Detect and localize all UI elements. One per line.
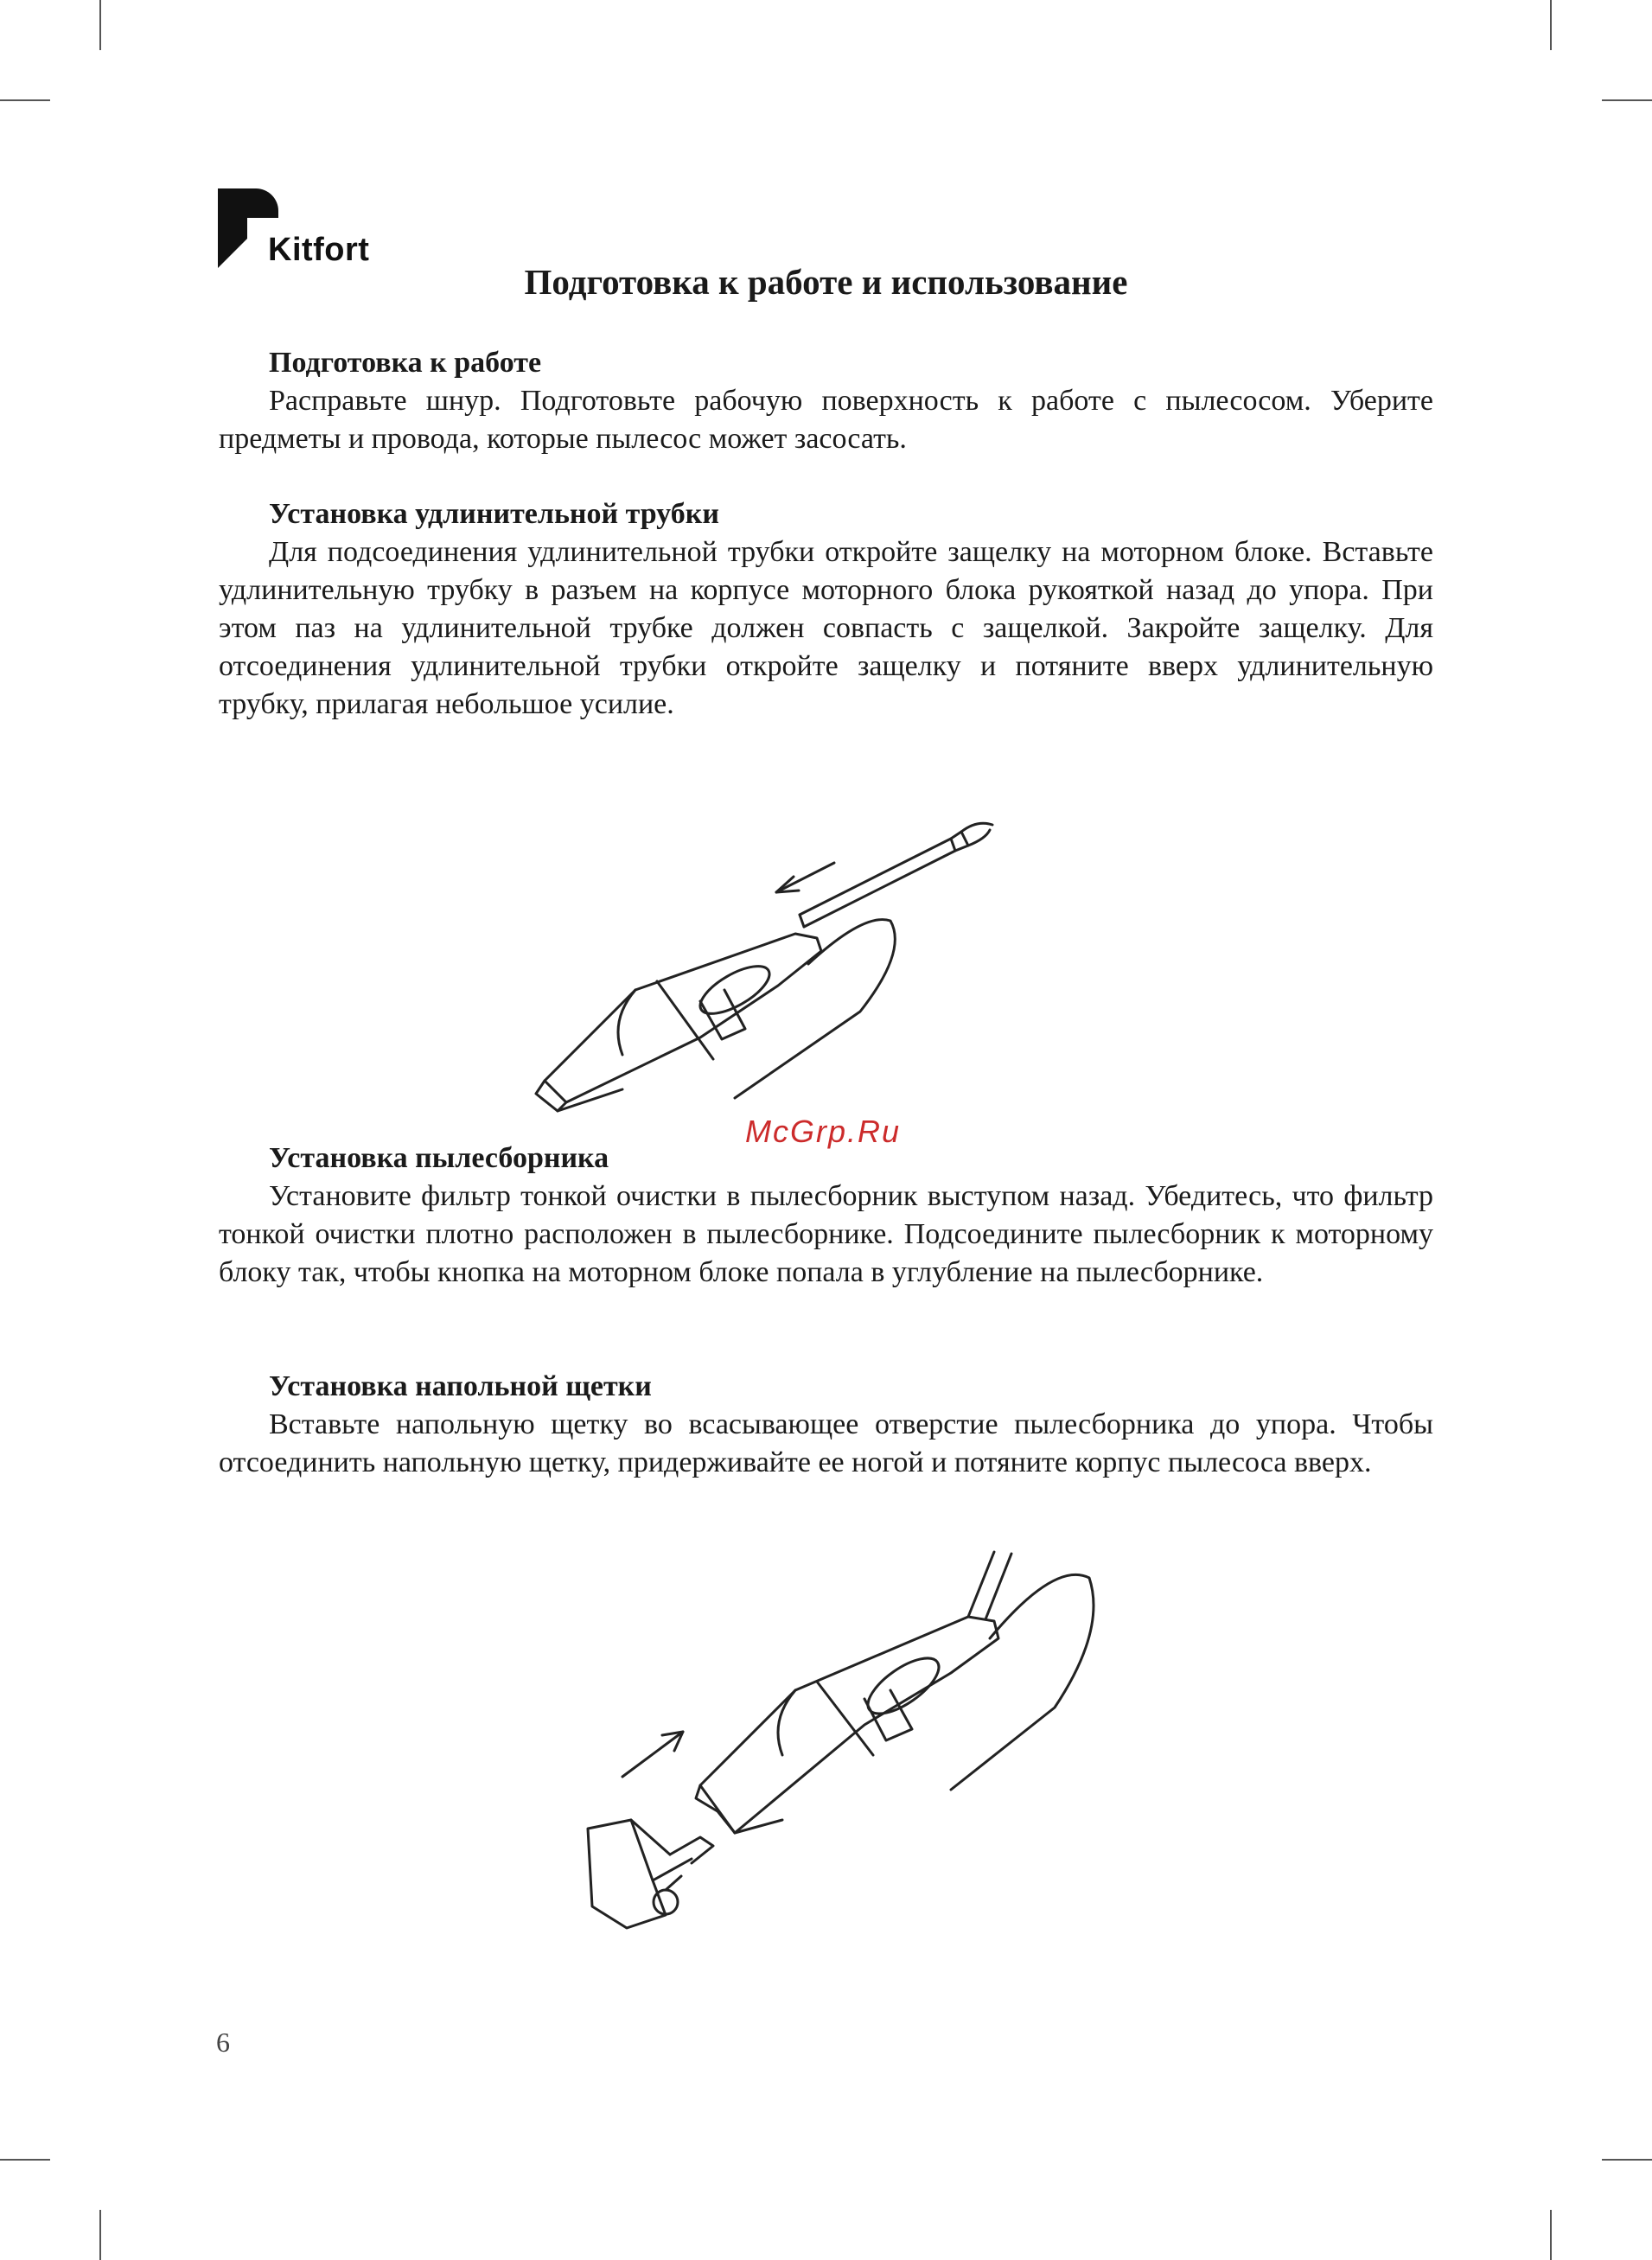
tube-installation-illustration [519, 813, 1020, 1133]
section-text: Расправьте шнур. Подготовьте рабочую поверхность к работе с пылесосом. Уберите предметы и провода, которые пылесос может засосать. [219, 385, 1433, 455]
page-number: 6 [216, 2027, 230, 2058]
floor-brush-installation-illustration [571, 1535, 1124, 1967]
crop-mark [1602, 2159, 1652, 2161]
page-title: Подготовка к работе и использование [524, 262, 1128, 302]
section-text: Установите фильтр тонкой очистки в пылесборник выступом назад. Убедитесь, что фильтр тонкой очистки плотно расположен в пылесборнике. Подсоедините пылесборник к моторному блоку так, чтобы кнопка на моторном блоке попала в углубление на пылесборнике. [219, 1180, 1433, 1288]
section-heading: Установка удлинительной трубки [269, 498, 719, 530]
crop-mark [0, 2159, 50, 2161]
section-heading: Подготовка к работе [269, 347, 542, 379]
crop-mark [99, 0, 101, 50]
crop-mark [0, 99, 50, 101]
section-heading: Установка напольной щетки [269, 1370, 652, 1402]
section-extension-tube [219, 495, 1433, 724]
section-heading: Установка пылесборника [269, 1142, 609, 1174]
crop-mark [1550, 2210, 1552, 2260]
crop-mark [1602, 99, 1652, 101]
crop-mark [99, 2210, 101, 2260]
section-floor-brush [219, 1368, 1433, 1482]
section-text: Вставьте напольную щетку во всасывающее отверстие пылесборника до упора. Чтобы отсоединить напольную щетку, придерживайте ее ногой и потяните корпус пылесоса вверх. [219, 1408, 1433, 1478]
watermark: McGrp.Ru [745, 1114, 902, 1149]
brand-name: Kitfort [268, 232, 370, 268]
section-dust-container [219, 1140, 1433, 1292]
crop-mark [1550, 0, 1552, 50]
section-text: Для подсоединения удлинительной трубки откройте защелку на моторном блоке. Вставьте удлинительную трубку в разъем на корпусе моторного блока рукояткой назад до упора. При этом паз на удлинительной трубке должен совпасть с защелкой. Закройте защелку. Для отсоединения удлинительной трубки откройте защелку и потяните вверх удлинительную трубку, прилагая небольшое усилие. [219, 536, 1433, 720]
section-preparation [219, 344, 1433, 458]
